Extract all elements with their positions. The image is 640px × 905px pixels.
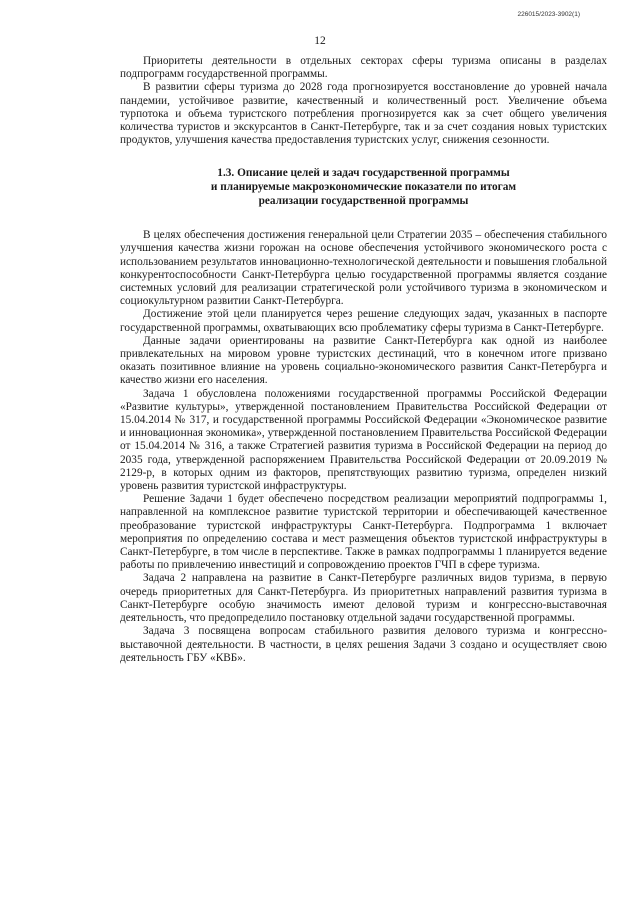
paragraph: Достижение этой цели планируется через решение следующих задач, указанных в паспорте государственной программы, охватывающих всю проблематику сферы туризма в Санкт-Петербурге. xyxy=(120,308,607,334)
paragraph: В целях обеспечения достижения генеральной цели Стратегии 2035 – обеспечения стабильного улучшения качества жизни горожан на основе обеспечения устойчивого экономического роста с использованием результатов инновационно-технологической деятельности и повышения глобальной конкурентоспособности Санкт-Петербурга целью государственной программы является создание системных условий для реализации стратегической роли устойчивого туризма в экономическом и социокультурном развитии Санкт-Петербурга. xyxy=(120,229,607,308)
section-heading-line: 1.3. Описание целей и задач государственной программы xyxy=(217,167,510,180)
section-heading-line: и планируемые макроэкономические показатели по итогам xyxy=(210,181,517,194)
section-heading-line: реализации государственной программы xyxy=(258,194,469,207)
paragraph: Задача 2 направлена на развитие в Санкт-Петербурге различных видов туризма, в первую очередь приоритетных для Санкт-Петербурга. Из приоритетных направлений развития туризма в Санкт-Петербурге особую значимость имеют деловой туризм и конгрессно-выставочная деятельность, что предопределило постановку отдельной задачи государственной программы. xyxy=(120,572,607,625)
paragraph: Задача 1 обусловлена положениями государственной программы Российской Федерации «Развитие культуры», утвержденной постановлением Правительства Российской Федерации от 15.04.2014 № 317, и государственной программы Российской Федерации «Экономическое развитие и инновационная экономика», утвержденной постановлением Правительства Российской Федерации от 15.04.2014 № 316, а также Стратегией развития туризма в Российской Федерации на период до 2035 года, утвержденной распоряжением Правительства Российской Федерации от 20.09.2019 № 2129-р, в которых одним из факторов, препятствующих развитию туризма, определен низкий уровень развития туристской инфраструктуры. xyxy=(120,387,607,493)
document-body xyxy=(120,55,607,665)
paragraph: В развитии сферы туризма до 2028 года прогнозируется восстановление до уровней начала пандемии, устойчивое развитие, качественный и количественный рост. Увеличение объема турпотока и объема туристского потребления прогнозируется как за счет общего увеличения количества туристов и экскурсантов в Санкт-Петербурге, так и за счет создания новых туристских продуктов, улучшения качества предоставления туристских услуг, снижения сезонности. xyxy=(120,81,607,147)
paragraph: Решение Задачи 1 будет обеспечено посредством реализации мероприятий подпрограммы 1, направленной на комплексное развитие туристской территории и обеспечивающей качественное преобразование туристской инфраструктуры Санкт-Петербурга. Подпрограмма 1 включает мероприятия по определению состава и мест размещения объектов туристской инфраструктуры в Санкт-Петербурге, в том числе в перспективе. Также в рамках подпрограммы 1 планируется ведение работы по привлечению инвестиций и сопровождению проектов ГЧП в сфере туризма. xyxy=(120,493,607,572)
paragraph: Задача 3 посвящена вопросам стабильного развития делового туризма и конгрессно-выставочной деятельности. В частности, в целях решения Задачи 3 создано и осуществляет свою деятельность ГБУ «КВБ». xyxy=(120,625,607,664)
section-heading xyxy=(120,167,607,208)
paragraph: Приоритеты деятельности в отдельных секторах сферы туризма описаны в разделах подпрограмм государственной программы. xyxy=(120,55,607,81)
document-id: 226015/2023-3902(1) xyxy=(517,11,580,18)
page-number: 12 xyxy=(314,35,326,47)
paragraph: Данные задачи ориентированы на развитие Санкт-Петербурга как одной из наиболее привлекательных на мировом уровне туристских дестинаций, что в конечном итоге призвано оказать позитивное влияние на уровень социально-экономического развития Санкт-Петербурга и качество жизни его населения. xyxy=(120,334,607,387)
